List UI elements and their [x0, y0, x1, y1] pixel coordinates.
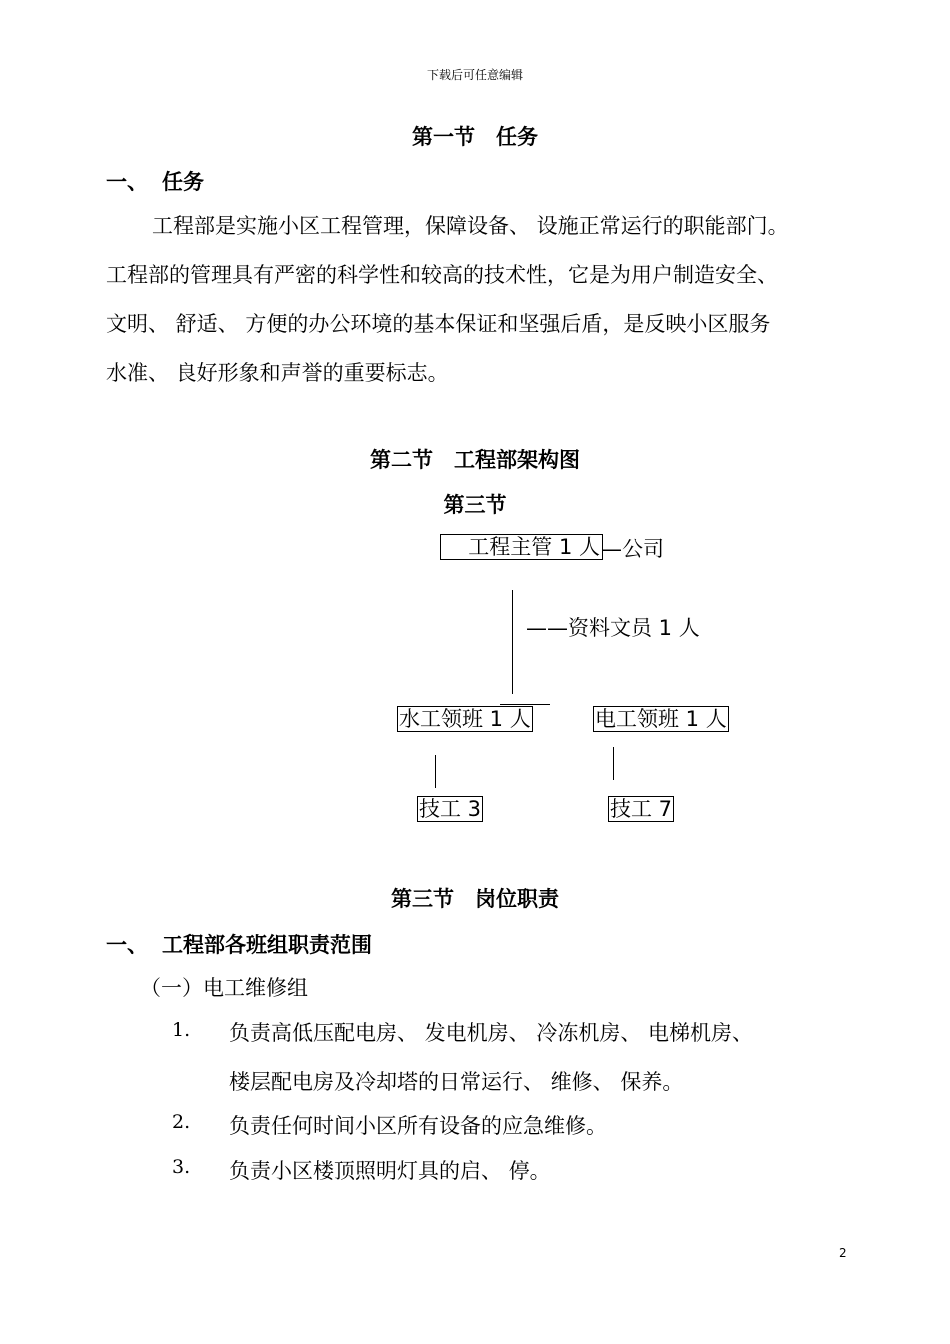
page-number: 2	[839, 1246, 847, 1260]
paragraph-line-1: 工程部是实施小区工程管理，保障设备、 设施正常运行的职能部门。	[152, 214, 789, 238]
org-node-top-suffix: —公司	[601, 537, 664, 561]
org-connector-main	[512, 590, 513, 694]
list-item-3-number: 3.	[172, 1156, 191, 1178]
section1-item-title: 任务	[162, 170, 204, 194]
section3-item-number: 一、	[106, 933, 148, 957]
paragraph-line-4: 水准、 良好形象和声誉的重要标志。	[106, 361, 449, 385]
section2-title: 第二节 工程部架构图	[370, 448, 580, 472]
list-item-1-line-1: 负责高低压配电房、 发电机房、 冷冻机房、 电梯机房、	[229, 1021, 754, 1045]
org-connector-left	[435, 755, 436, 788]
list-item-2-number: 2.	[172, 1111, 191, 1133]
org-node-assistant: ——资料文员 1 人	[526, 616, 700, 640]
section1-item-number: 一、	[106, 170, 148, 194]
paragraph-line-2: 工程部的管理具有严密的科学性和较高的技术性，它是为用户制造安全、	[106, 263, 778, 287]
group-heading: （一）电工维修组	[140, 976, 308, 1000]
org-connector-branch	[500, 704, 550, 705]
org-node-top: 工程主管 1 人	[440, 534, 603, 560]
org-node-left-staff: 技工 3	[419, 797, 482, 821]
page-header: 下载后可任意编辑	[426, 68, 523, 82]
section2-subtitle: 第三节	[443, 493, 507, 517]
org-node-right-lead: 电工领班 1 人	[595, 707, 727, 731]
list-item-2-line-1: 负责任何时间小区所有设备的应急维修。	[229, 1114, 607, 1138]
paragraph-line-3: 文明、 舒适、 方便的办公环境的基本保证和坚强后盾，是反映小区服务	[106, 312, 771, 336]
org-node-right-staff: 技工 7	[610, 797, 673, 821]
section3-item-title: 工程部各班组职责范围	[162, 933, 372, 957]
list-item-1-number: 1.	[172, 1019, 191, 1041]
section3-title: 第三节 岗位职责	[391, 887, 559, 911]
list-item-1-line-2: 楼层配电房及冷却塔的日常运行、 维修、 保养。	[229, 1070, 684, 1094]
list-item-3-line-1: 负责小区楼顶照明灯具的启、 停。	[229, 1159, 551, 1183]
section1-title: 第一节 任务	[412, 125, 538, 149]
org-connector-right	[613, 747, 614, 780]
org-node-left-lead: 水工领班 1 人	[399, 707, 531, 731]
